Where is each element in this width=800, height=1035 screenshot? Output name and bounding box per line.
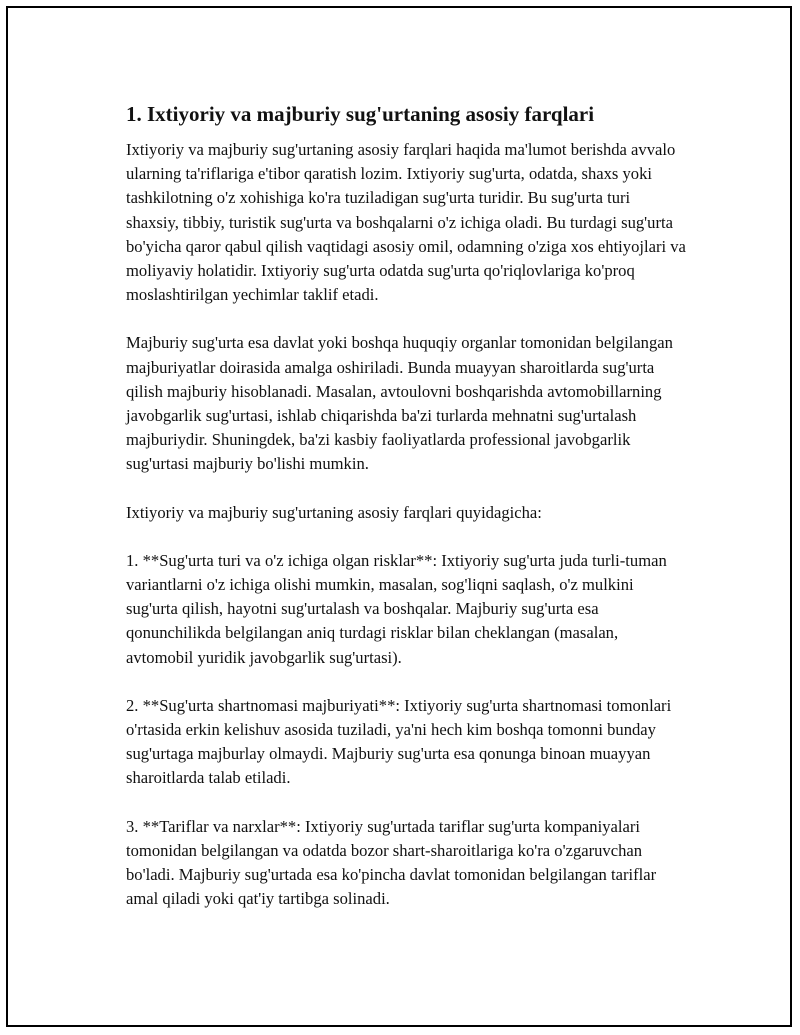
document-body: [126, 100, 686, 935]
list-item-contract-obligation: 2. **Sug'urta shartnomasi majburiyati**: Ixtiyoriy sug'urta shartnomasi tomonlari o'rtasida erkin kelishuv asosida tuziladi, ya'ni hech kim boshqa tomonni bunday sug'urtaga majburlay olmaydi. Majburiy sug'urta esa qonunga binoan muayyan sharoitlarda talab etiladi.: [126, 695, 672, 788]
list-item-risks: 1. **Sug'urta turi va o'z ichiga olgan risklar**: Ixtiyoriy sug'urta juda turli-tuman variantlarni o'z ichiga olishi mumkin, masalan, sog'liqni saqlash, o'z mulkini sug'urta qilish, hayotni sug'urtalash va boshqalar. Majburiy sug'urta esa qonunchilikda belgilangan aniq turdagi risklar bilan cheklangan (masalan, avtomobil yuridik javobgarlik sug'urtasi).: [126, 550, 667, 667]
paragraph-definitions: Ixtiyoriy va majburiy sug'urtaning asosiy farqlari haqida ma'lumot berishda avvalo ularning ta'riflariga e'tibor qaratish lozim. Ixtiyoriy sug'urta, odatda, shaxs yoki tashkilotning o'z xohishiga ko'ra tuziladigan sug'urta turidir. Bu sug'urta turi shaxsiy, tibbiy, turistik sug'urta va boshqalarni o'z ichiga oladi. Bu turdagi sug'urta bo'yicha qaror qabul qilish vaqtidagi asosiy omil, odamning o'ziga xos ehtiyojlari va moliyaviy holatidir. Ixtiyoriy sug'urta odatda sug'urta qo'riqlovlariga ko'proq moslashtirilgan yechimlar taklif etadi.: [126, 140, 686, 305]
list-item-tariffs: 3. **Tariflar va narxlar**: Ixtiyoriy sug'urtada tariflar sug'urta kompaniyalari tomonidan belgilangan va odatda bozor shart-sharoitlariga ko'ra o'zgaruvchan bo'ladi. Majburiy sug'urtada esa ko'pincha davlat tomonidan belgilangan tariflar amal qiladi yoki qat'iy tartibga solinadi.: [126, 816, 657, 909]
page-frame: [6, 6, 792, 1027]
document-title: 1. Ixtiyoriy va majburiy sug'urtaning asosiy farqlari: [126, 102, 595, 126]
paragraph-mandatory: Majburiy sug'urta esa davlat yoki boshqa huquqiy organlar tomonidan belgilangan majburiyatlar doirasida amalga oshiriladi. Bunda muayyan sharoitlarda sug'urta qilish majburiy hisoblanadi. Masalan, avtoulovni boshqarishda avtomobillarning javobgarlik sug'urtasi, ishlab chiqarishda ba'zi turlarda mehnatni sug'urtalash majburiydir. Shuningdek, ba'zi kasbiy faoliyatlarda professional javobgarlik sug'urtasi majburiy bo'lishi mumkin.: [126, 333, 673, 474]
paragraph-differences-intro: Ixtiyoriy va majburiy sug'urtaning asosiy farqlari quyidagicha:: [126, 502, 542, 522]
